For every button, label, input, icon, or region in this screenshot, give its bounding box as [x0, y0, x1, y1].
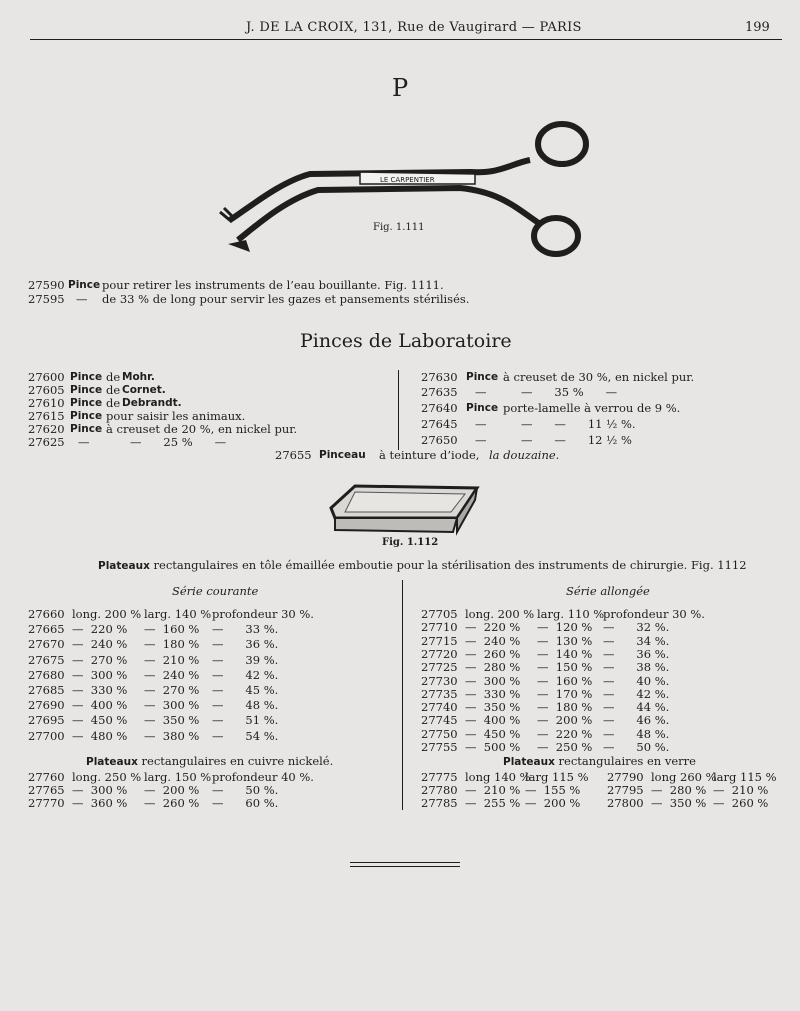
- table-row: [28, 683, 398, 697]
- row-ref: 27705: [421, 607, 458, 621]
- list-item: [275, 448, 595, 462]
- row-ref: 27755: [421, 740, 458, 754]
- table-row: [28, 713, 398, 727]
- row-ref: 27685: [28, 683, 65, 697]
- item-name: —: [475, 433, 487, 447]
- item-text: à creuset de 30 %, en nickel pur.: [503, 370, 695, 384]
- item-italic: la douzaine.: [489, 448, 560, 462]
- verre-heading: [503, 754, 696, 769]
- row-width-2: — 210 %: [713, 783, 769, 797]
- table-row: [28, 637, 398, 651]
- row-length-2: — 350 %: [651, 796, 707, 810]
- table-row: [28, 770, 398, 784]
- plateaux-heading-text: rectangulaires en tôle émaillée emboutie pour la stérilisation des instruments de chirurgie. Fig. 1112: [153, 558, 747, 572]
- row-width: — 140 %: [537, 646, 593, 661]
- item-text: — — 11 ½ %.: [521, 417, 636, 431]
- serie-courante-title: Série courante: [172, 584, 259, 598]
- item-name: —: [475, 417, 487, 431]
- item-ref: 27600: [28, 370, 65, 384]
- row-ref: 27690: [28, 698, 65, 713]
- verre-heading-bold: Plateaux: [503, 756, 555, 768]
- row-ref: 27680: [28, 667, 65, 682]
- forceps-maker-stamp: LE CARPENTIER: [380, 176, 435, 184]
- item-ref: 27645: [421, 417, 458, 431]
- bottom-rule-bottom: [350, 866, 460, 867]
- row-length: — 270 %: [72, 652, 128, 667]
- row-ref: 27740: [421, 700, 458, 715]
- page-number: 199: [745, 20, 770, 35]
- row-length: — 220 %: [72, 622, 128, 637]
- row-width: — 200 %: [525, 796, 581, 810]
- table-row: [28, 622, 398, 636]
- item-text: — 35 % —: [521, 385, 618, 399]
- item-ref: 27630: [421, 370, 458, 384]
- row-width: — 160 %: [537, 673, 593, 688]
- row-width: — 260 %: [144, 796, 200, 810]
- row-depth: — 38 %.: [603, 660, 670, 675]
- item-ref: 27615: [28, 409, 65, 423]
- item-text: à creuset de 20 %, en nickel pur.: [106, 422, 298, 436]
- row-length: — 400 %: [465, 713, 521, 728]
- table-row: [421, 607, 791, 621]
- item-name: Pince: [466, 402, 499, 414]
- row-depth: — 46 %.: [603, 713, 670, 728]
- list-item: [28, 435, 388, 449]
- row-width: — 180 %: [537, 700, 593, 715]
- table-row: [421, 634, 791, 648]
- row-width: — 200 %: [144, 783, 200, 797]
- list-item: [28, 422, 388, 436]
- column-divider: [398, 370, 399, 450]
- row-ref: 27725: [421, 660, 458, 675]
- table-row: [421, 783, 791, 797]
- row-ref: 27785: [421, 796, 458, 810]
- row-length: — 450 %: [72, 713, 128, 728]
- item-ref: 27610: [28, 396, 65, 410]
- item-text: — 25 % —: [130, 435, 227, 449]
- row-length: — 260 %: [465, 646, 521, 661]
- list-item: [28, 409, 388, 423]
- item-ref: 27640: [421, 401, 458, 415]
- table-row: [421, 687, 791, 701]
- row-depth: — 45 %.: [212, 683, 279, 697]
- table-row: [28, 783, 398, 797]
- row-length: — 400 %: [72, 698, 128, 713]
- row-ref: 27780: [421, 783, 458, 797]
- fig-1112-caption: Fig. 1.112: [382, 537, 439, 548]
- row-depth: — 54 %.: [212, 728, 279, 743]
- row-width: — 240 %: [144, 667, 200, 682]
- row-length: — 480 %: [72, 728, 128, 743]
- row-length: — 300 %: [465, 673, 521, 688]
- table-row: [421, 660, 791, 674]
- row-depth: profondeur 30 %.: [603, 607, 705, 621]
- table-row: [28, 668, 398, 682]
- item-ref: 27655: [275, 448, 312, 462]
- row-ref: 27760: [28, 770, 65, 784]
- running-title: J. DE LA CROIX, 131, Rue de Vaugirard — PARIS: [246, 20, 582, 35]
- row-width-2: larg 115 %: [713, 770, 777, 784]
- row-length: — 255 %: [465, 796, 521, 810]
- row-ref: 27750: [421, 726, 458, 741]
- row-width: — 200 %: [537, 713, 593, 728]
- row-depth: — 34 %.: [603, 633, 670, 648]
- row-depth: — 39 %.: [212, 652, 279, 667]
- list-item: [28, 383, 388, 397]
- row-width: — 155 %: [525, 783, 581, 797]
- item-text: de: [106, 383, 121, 397]
- row-depth: — 33 %.: [212, 622, 279, 637]
- serie-allongee-title: Série allongée: [566, 584, 650, 598]
- row-width-2: — 260 %: [713, 796, 769, 810]
- item-name: —: [475, 385, 487, 399]
- table-row: [421, 727, 791, 741]
- row-width: — 250 %: [537, 740, 593, 754]
- item-name: Pince: [466, 371, 499, 383]
- row-width: larg. 150 %: [144, 770, 212, 784]
- item-name: Pince: [68, 279, 101, 291]
- row-width: — 170 %: [537, 686, 593, 701]
- item-text: — — 12 ½ %: [521, 433, 632, 447]
- list-item: [28, 292, 488, 306]
- item-text: pour saisir les animaux.: [106, 409, 246, 423]
- row-depth: — 51 %.: [212, 713, 279, 728]
- row-ref: 27660: [28, 607, 65, 621]
- row-depth: profondeur 40 %.: [212, 770, 314, 784]
- row-width: — 350 %: [144, 713, 200, 728]
- item-text: porte-lamelle à verrou de 9 %.: [503, 401, 681, 415]
- item-ref: 27625: [28, 435, 65, 449]
- row-ref: 27700: [28, 728, 65, 743]
- item-tail: Debrandt.: [122, 397, 182, 409]
- row-length: — 220 %: [465, 620, 521, 635]
- row-depth: — 36 %.: [603, 646, 670, 661]
- row-length: — 500 %: [465, 740, 521, 754]
- table-row: [421, 740, 791, 754]
- item-name: —: [78, 435, 90, 449]
- row-length: — 240 %: [465, 633, 521, 648]
- row-width: — 120 %: [537, 620, 593, 635]
- row-ref-2: 27790: [607, 770, 644, 784]
- list-item: [421, 417, 781, 431]
- row-length: — 280 %: [465, 660, 521, 675]
- row-ref: 27730: [421, 673, 458, 688]
- table-row: [421, 700, 791, 714]
- list-item: [28, 396, 388, 410]
- row-ref: 27675: [28, 652, 65, 667]
- list-item: [421, 385, 781, 399]
- row-width: — 150 %: [537, 660, 593, 675]
- row-ref: 27710: [421, 620, 458, 635]
- row-ref: 27670: [28, 637, 65, 652]
- row-width: — 270 %: [144, 683, 200, 697]
- item-name: Pinceau: [319, 449, 366, 461]
- item-text: à teinture d’iode,: [379, 448, 480, 462]
- table-row: [28, 729, 398, 743]
- item-text: pour retirer les instruments de l’eau bouillante. Fig. 1111.: [102, 278, 444, 292]
- list-item: [28, 278, 488, 292]
- row-ref: 27665: [28, 622, 65, 637]
- cuivre-heading-bold: Plateaux: [86, 756, 138, 768]
- row-ref: 27720: [421, 646, 458, 661]
- plateaux-heading-bold: Plateaux: [98, 560, 150, 572]
- row-depth: — 42 %.: [212, 667, 279, 682]
- row-depth: — 44 %.: [603, 700, 670, 715]
- row-width: — 380 %: [144, 728, 200, 743]
- verre-heading-text: rectangulaires en verre: [558, 754, 696, 768]
- row-length: long. 200 %: [465, 607, 535, 621]
- row-length: — 450 %: [465, 726, 521, 741]
- cuivre-heading-text: rectangulaires en cuivre nickelé.: [141, 754, 334, 768]
- row-width: — 180 %: [144, 637, 200, 652]
- row-length: — 330 %: [72, 683, 128, 697]
- row-ref: 27695: [28, 713, 65, 728]
- table-row: [421, 620, 791, 634]
- row-length: — 300 %: [72, 667, 128, 682]
- row-length-2: long 260 %: [651, 770, 717, 784]
- item-ref: 27620: [28, 422, 65, 436]
- row-width: — 130 %: [537, 633, 593, 648]
- item-name: Pince: [70, 371, 103, 383]
- item-ref: 27595: [28, 292, 65, 306]
- row-depth: — 50 %.: [603, 740, 670, 754]
- row-width: larg. 110 %: [537, 607, 605, 621]
- row-length: long. 250 %: [72, 770, 142, 784]
- list-item: [421, 433, 781, 447]
- row-ref-2: 27795: [607, 783, 644, 797]
- tray-illustration: [325, 478, 485, 540]
- item-ref: 27590: [28, 278, 65, 292]
- row-depth: — 32 %.: [603, 620, 670, 635]
- table-row: [421, 713, 791, 727]
- row-depth: — 40 %.: [603, 673, 670, 688]
- row-ref: 27715: [421, 633, 458, 648]
- row-length: — 350 %: [465, 700, 521, 715]
- table-row: [421, 796, 791, 810]
- item-tail: Cornet.: [122, 384, 166, 396]
- table-row: [421, 647, 791, 661]
- table-row: [421, 770, 791, 784]
- row-width: — 160 %: [144, 622, 200, 637]
- row-length: — 360 %: [72, 796, 128, 810]
- list-item: [28, 370, 388, 384]
- row-width: — 220 %: [537, 726, 593, 741]
- table-row: [28, 607, 398, 621]
- cuivre-heading: [86, 754, 333, 769]
- table-row: [421, 674, 791, 688]
- item-name: Pince: [70, 423, 103, 435]
- row-length: — 240 %: [72, 637, 128, 652]
- item-text: de 33 % de long pour servir les gazes et pansements stérilisés.: [102, 292, 470, 306]
- item-text: de: [106, 396, 121, 410]
- forceps-illustration: [210, 112, 590, 272]
- header-rule: [30, 39, 782, 40]
- row-length-2: — 280 %: [651, 783, 707, 797]
- section-title: Pinces de Laboratoire: [300, 330, 512, 352]
- item-text: de: [106, 370, 121, 384]
- row-length: — 210 %: [465, 783, 521, 797]
- row-width: larg 115 %: [525, 770, 589, 784]
- row-ref: 27735: [421, 686, 458, 701]
- table-row: [28, 698, 398, 712]
- row-depth: — 48 %.: [603, 726, 670, 741]
- list-item: [421, 401, 781, 415]
- fig-1111-caption: Fig. 1.111: [373, 222, 425, 233]
- section-letter: P: [392, 74, 409, 102]
- bottom-rule-top: [350, 862, 460, 863]
- row-ref: 27775: [421, 770, 458, 784]
- item-ref: 27635: [421, 385, 458, 399]
- row-depth: profondeur 30 %.: [212, 607, 314, 621]
- row-depth: — 60 %.: [212, 796, 279, 810]
- row-length: long. 200 %: [72, 607, 142, 621]
- row-ref: 27765: [28, 783, 65, 797]
- row-depth: — 36 %.: [212, 637, 279, 652]
- row-depth: — 42 %.: [603, 686, 670, 701]
- row-ref: 27745: [421, 713, 458, 728]
- row-ref-2: 27800: [607, 796, 644, 810]
- item-tail: Mohr.: [122, 371, 155, 383]
- item-name: Pince: [70, 410, 103, 422]
- row-width: — 300 %: [144, 698, 200, 713]
- table-row: [28, 653, 398, 667]
- item-name: Pince: [70, 384, 103, 396]
- item-ref: 27605: [28, 383, 65, 397]
- table-row: [28, 796, 398, 810]
- row-length: — 300 %: [72, 783, 128, 797]
- column-divider: [402, 580, 403, 810]
- plateaux-heading: [98, 558, 747, 573]
- item-name: —: [76, 292, 88, 306]
- item-ref: 27650: [421, 433, 458, 447]
- row-length: long 140 %: [465, 770, 531, 784]
- row-width: — 210 %: [144, 652, 200, 667]
- row-width: larg. 140 %: [144, 607, 212, 621]
- row-depth: — 50 %.: [212, 783, 279, 797]
- list-item: [421, 370, 781, 384]
- item-name: Pince: [70, 397, 103, 409]
- row-ref: 27770: [28, 796, 65, 810]
- row-depth: — 48 %.: [212, 698, 279, 713]
- row-length: — 330 %: [465, 686, 521, 701]
